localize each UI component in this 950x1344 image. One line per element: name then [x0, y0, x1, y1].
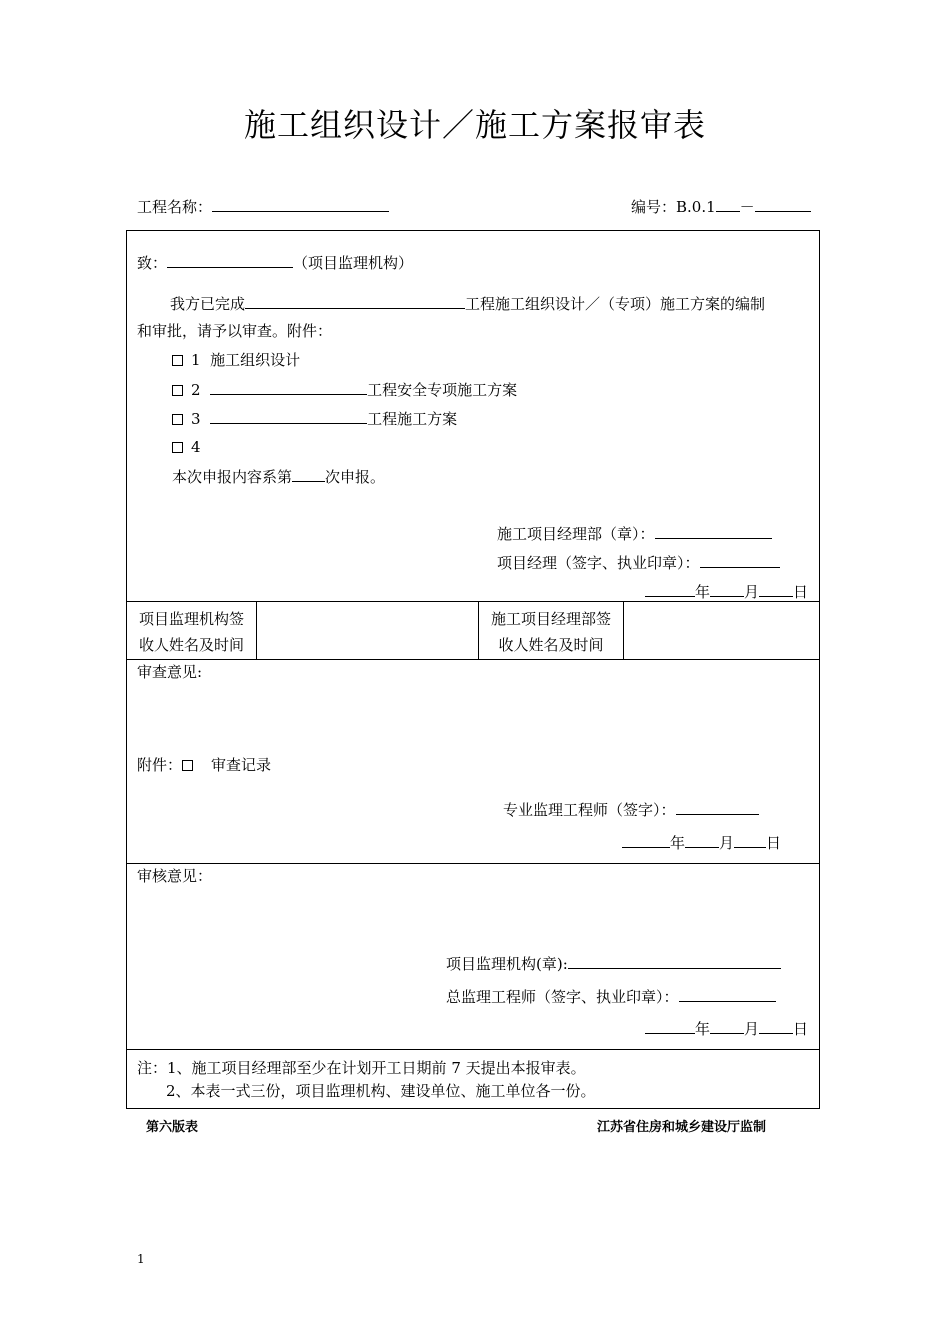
- form-number-part2[interactable]: [755, 196, 811, 212]
- review-attachment-prefix: 附件：: [137, 756, 183, 774]
- project-name-input[interactable]: [212, 196, 389, 212]
- supervisor-receipt-input[interactable]: [257, 602, 478, 659]
- completion-prefix: 我方已完成: [170, 295, 246, 313]
- form-number-dash: －: [739, 198, 755, 216]
- chief-sign-line: [446, 986, 776, 1007]
- attachment-text: 施工组织设计: [210, 351, 301, 369]
- checkbox[interactable]: [182, 760, 193, 771]
- supervision-seal-input[interactable]: [568, 953, 781, 969]
- checkbox[interactable]: [172, 414, 183, 425]
- contractor-receipt-label: [479, 606, 623, 658]
- day-label: 日: [793, 583, 809, 601]
- supervisor-receipt-label: [127, 606, 256, 658]
- year-label: 年: [695, 583, 711, 601]
- attachment-text: 工程施工方案: [367, 410, 458, 428]
- completion-suffix: 工程施工组织设计／（专项）施工方案的编制: [465, 295, 766, 313]
- attachment-blank[interactable]: [210, 379, 367, 395]
- attachment-number: 3: [191, 410, 201, 428]
- audit-opinion-input[interactable]: [137, 889, 807, 939]
- day-label: 日: [793, 1020, 809, 1038]
- note-2: 2、本表一式三份，项目监理机构、建设单位、施工单位各一份。: [166, 1082, 596, 1100]
- label-line: 施工项目经理部签: [490, 610, 611, 628]
- attachment-item-4: [172, 437, 201, 457]
- attachment-blank[interactable]: [210, 408, 367, 424]
- addressee-line: [137, 252, 413, 273]
- issuer: 江苏省住房和城乡建设厅监制: [597, 1120, 767, 1135]
- month-label: 月: [744, 1020, 760, 1038]
- checkbox[interactable]: [172, 442, 183, 453]
- row-divider: [126, 659, 820, 660]
- submission-count-input[interactable]: [292, 466, 325, 482]
- submission-count-suffix: 次申报。: [325, 468, 386, 486]
- engineer-sign-label: 专业监理工程师（签字）：: [503, 801, 676, 819]
- manager-sign-input[interactable]: [700, 552, 780, 568]
- project-name-field: [137, 196, 389, 217]
- note-1: 注：1、施工项目经理部至少在计划开工日期前 7 天提出本报审表。: [137, 1059, 586, 1077]
- review-date: [622, 832, 781, 853]
- label-line: 收人姓名及时间: [138, 636, 244, 654]
- manager-sign-label: 项目经理（签字、执业印章）：: [497, 554, 700, 572]
- year-input[interactable]: [622, 832, 670, 848]
- review-attachment-line: [137, 755, 271, 775]
- attachment-number: 4: [191, 438, 201, 456]
- month-input[interactable]: [685, 832, 719, 848]
- form-number-label: 编号：B.0.1: [631, 198, 716, 216]
- page-title: 施工组织设计／施工方案报审表: [243, 106, 706, 144]
- day-input[interactable]: [759, 581, 793, 597]
- year-label: 年: [695, 1020, 711, 1038]
- month-label: 月: [744, 583, 760, 601]
- attachment-item-3: [172, 408, 457, 429]
- addressee-input[interactable]: [167, 252, 293, 268]
- addressee-label: 致：: [137, 254, 168, 272]
- chief-sign-label: 总监理工程师（签字、执业印章）：: [446, 988, 679, 1006]
- form-version: 第六版表: [146, 1120, 199, 1135]
- contractor-seal-input[interactable]: [655, 523, 772, 539]
- project-name-label: 工程名称：: [137, 198, 213, 216]
- checkbox[interactable]: [172, 355, 183, 366]
- review-opinion-input[interactable]: [137, 685, 807, 750]
- engineer-sign-input[interactable]: [676, 799, 759, 815]
- day-label: 日: [766, 834, 782, 852]
- audit-date: [645, 1018, 808, 1039]
- supervision-seal-line: [446, 953, 781, 974]
- review-opinion-label: 审查意见:: [137, 663, 203, 681]
- month-label: 月: [719, 834, 735, 852]
- project-work-input[interactable]: [245, 293, 465, 309]
- completion-line: [170, 293, 765, 314]
- form-number-part1[interactable]: [716, 196, 740, 212]
- checkbox[interactable]: [172, 385, 183, 396]
- attachment-item-2: [172, 379, 517, 400]
- page-number: 1: [137, 1252, 145, 1266]
- submission-count-line: [172, 466, 385, 487]
- attachment-text: 工程安全专项施工方案: [367, 381, 518, 399]
- review-attachment-text: 审查记录: [211, 756, 272, 774]
- attachment-number: 1: [191, 351, 201, 369]
- year-input[interactable]: [645, 581, 695, 597]
- row-divider: [126, 863, 820, 864]
- approval-request: 和审批，请予以审查。附件：: [137, 322, 333, 340]
- attachment-number: 2: [191, 381, 201, 399]
- month-input[interactable]: [710, 581, 744, 597]
- submission-count-prefix: 本次申报内容系第: [172, 468, 293, 486]
- chief-sign-input[interactable]: [679, 986, 776, 1002]
- manager-sign-line: [497, 552, 780, 573]
- attachment-item-1: [172, 350, 300, 370]
- addressee-suffix: （项目监理机构）: [293, 254, 414, 272]
- row-divider: [126, 1049, 820, 1050]
- submission-date: [645, 581, 808, 602]
- year-label: 年: [670, 834, 686, 852]
- day-input[interactable]: [759, 1018, 793, 1034]
- day-input[interactable]: [734, 832, 766, 848]
- label-line: 收人姓名及时间: [498, 636, 604, 654]
- contractor-seal-line: [497, 523, 772, 544]
- label-line: 项目监理机构签: [138, 610, 244, 628]
- form-number-field: [631, 196, 811, 217]
- supervision-seal-label: 项目监理机构(章):: [446, 955, 568, 973]
- contractor-seal-label: 施工项目经理部（章）：: [497, 525, 655, 543]
- audit-opinion-label: 审核意见：: [137, 867, 213, 885]
- month-input[interactable]: [710, 1018, 744, 1034]
- contractor-receipt-input[interactable]: [624, 602, 819, 659]
- year-input[interactable]: [645, 1018, 695, 1034]
- engineer-sign-line: [503, 799, 759, 820]
